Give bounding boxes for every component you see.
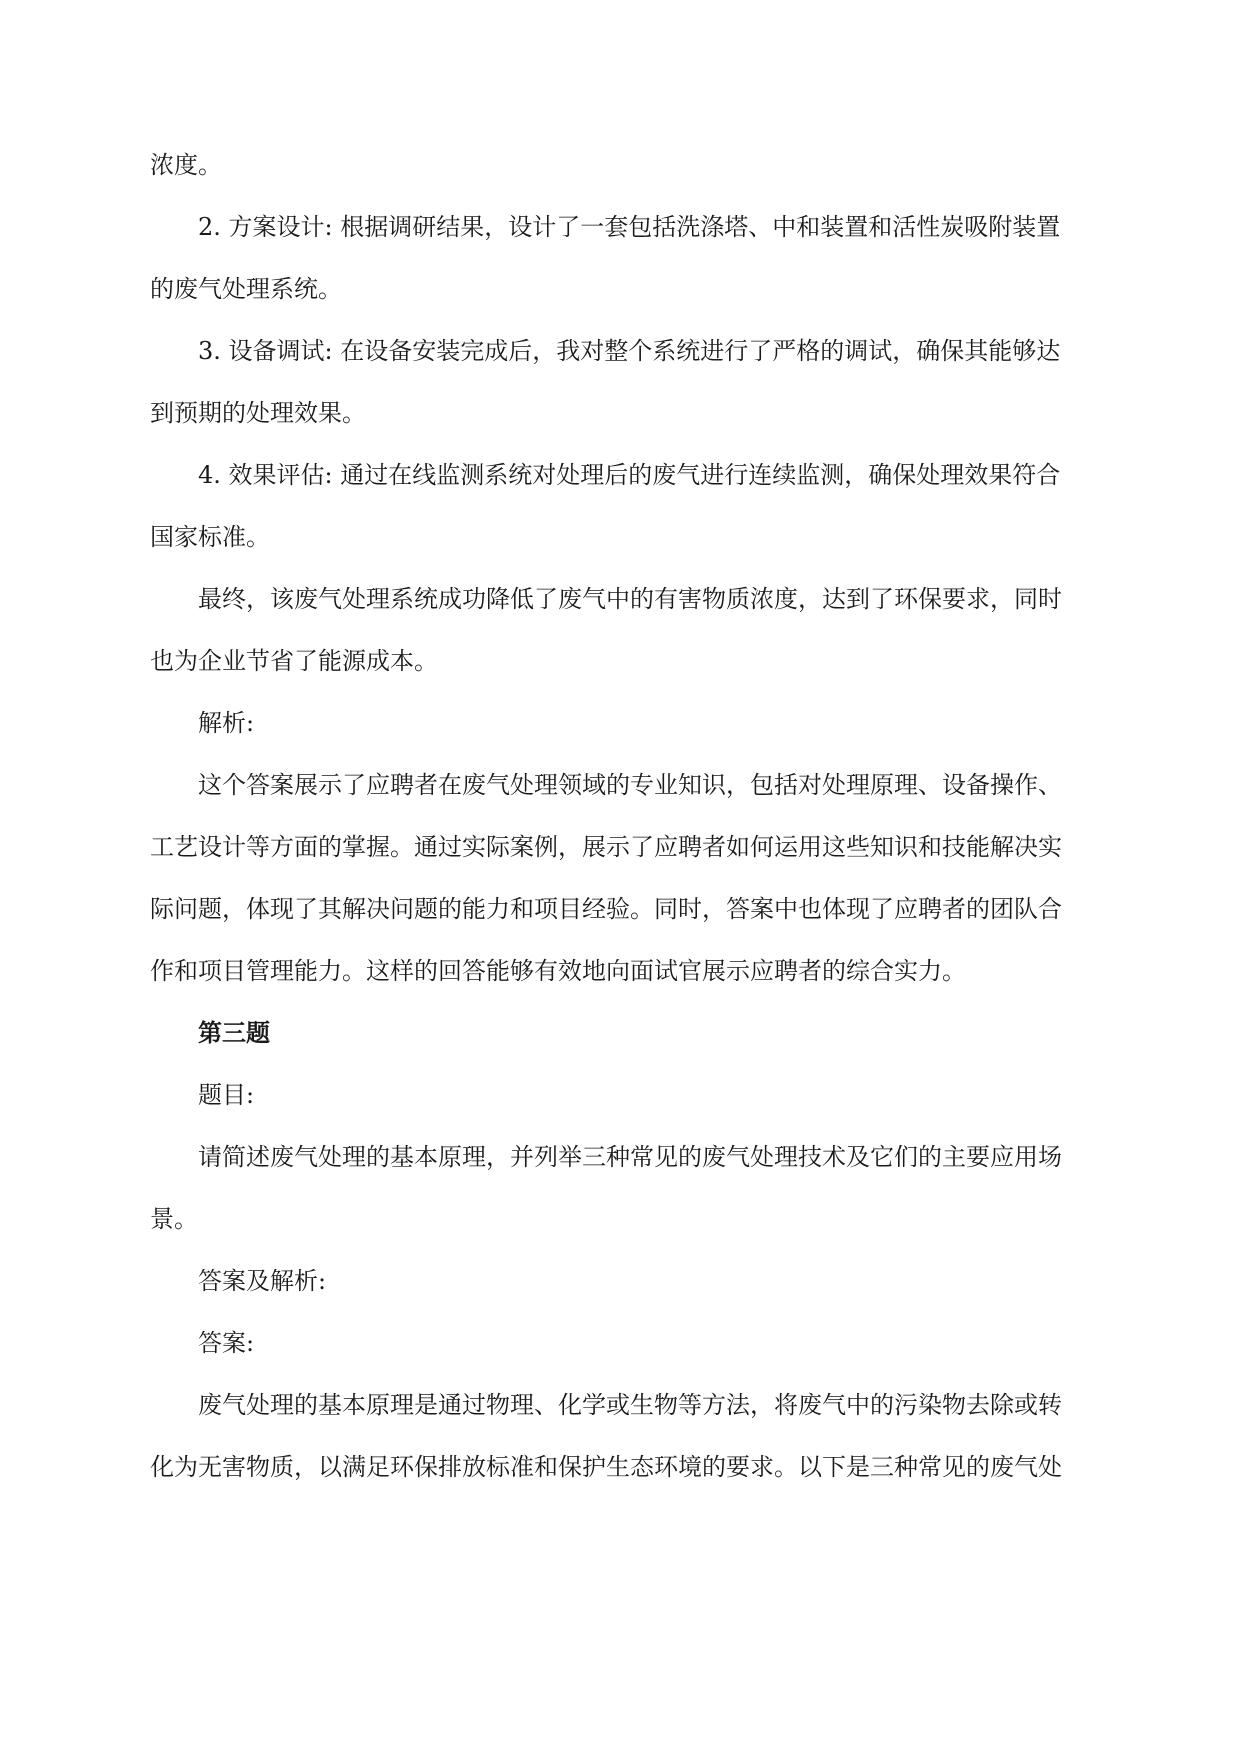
text-line-continuation: 际问题，体现了其解决问题的能力和项目经验。同时，答案中也体现了应聘者的团队合 [150, 895, 1062, 923]
text-line-continuation: 作和项目管理能力。这样的回答能够有效地向面试官展示应聘者的综合实力。 [150, 957, 966, 985]
text-line-continuation: 工艺设计等方面的掌握。通过实际案例，展示了应聘者如何运用这些知识和技能解决实 [150, 833, 1062, 861]
text-line-continuation: 浓度。 [150, 151, 222, 179]
text-line-continuation: 国家标准。 [150, 523, 270, 551]
analysis-paragraph: 这个答案展示了应聘者在废气处理领域的专业知识，包括对处理原理、设备操作、 [198, 771, 1062, 799]
answer-and-analysis-label: 答案及解析: [198, 1267, 327, 1295]
text-line-continuation: 景。 [150, 1205, 198, 1233]
step-2-plan-design: 2. 方案设计: 根据调研结果，设计了一套包括洗涤塔、中和装置和活性炭吸附装置 [198, 213, 1061, 241]
answer-label: 答案: [198, 1329, 255, 1357]
analysis-label: 解析: [198, 709, 255, 737]
text-line-continuation: 也为企业节省了能源成本。 [150, 647, 438, 675]
section-heading-question-3: 第三题 [198, 1018, 270, 1047]
step-3-equipment-commissioning: 3. 设备调试: 在设备安装完成后，我对整个系统进行了严格的调试，确保其能够达 [198, 337, 1061, 365]
result-paragraph: 最终，该废气处理系统成功降低了废气中的有害物质浓度，达到了环保要求，同时 [198, 585, 1062, 613]
text-line-continuation: 化为无害物质，以满足环保排放标准和保护生态环境的要求。以下是三种常见的废气处 [150, 1453, 1062, 1481]
text-line-continuation: 到预期的处理效果。 [150, 399, 366, 427]
answer-paragraph: 废气处理的基本原理是通过物理、化学或生物等方法，将废气中的污染物去除或转 [198, 1391, 1062, 1419]
step-4-effect-evaluation: 4. 效果评估: 通过在线监测系统对处理后的废气进行连续监测，确保处理效果符合 [198, 461, 1061, 489]
document-body [150, 140, 1095, 1504]
question-paragraph: 请简述废气处理的基本原理，并列举三种常见的废气处理技术及它们的主要应用场 [198, 1143, 1062, 1171]
question-label: 题目: [198, 1081, 255, 1109]
text-line-continuation: 的废气处理系统。 [150, 275, 342, 303]
